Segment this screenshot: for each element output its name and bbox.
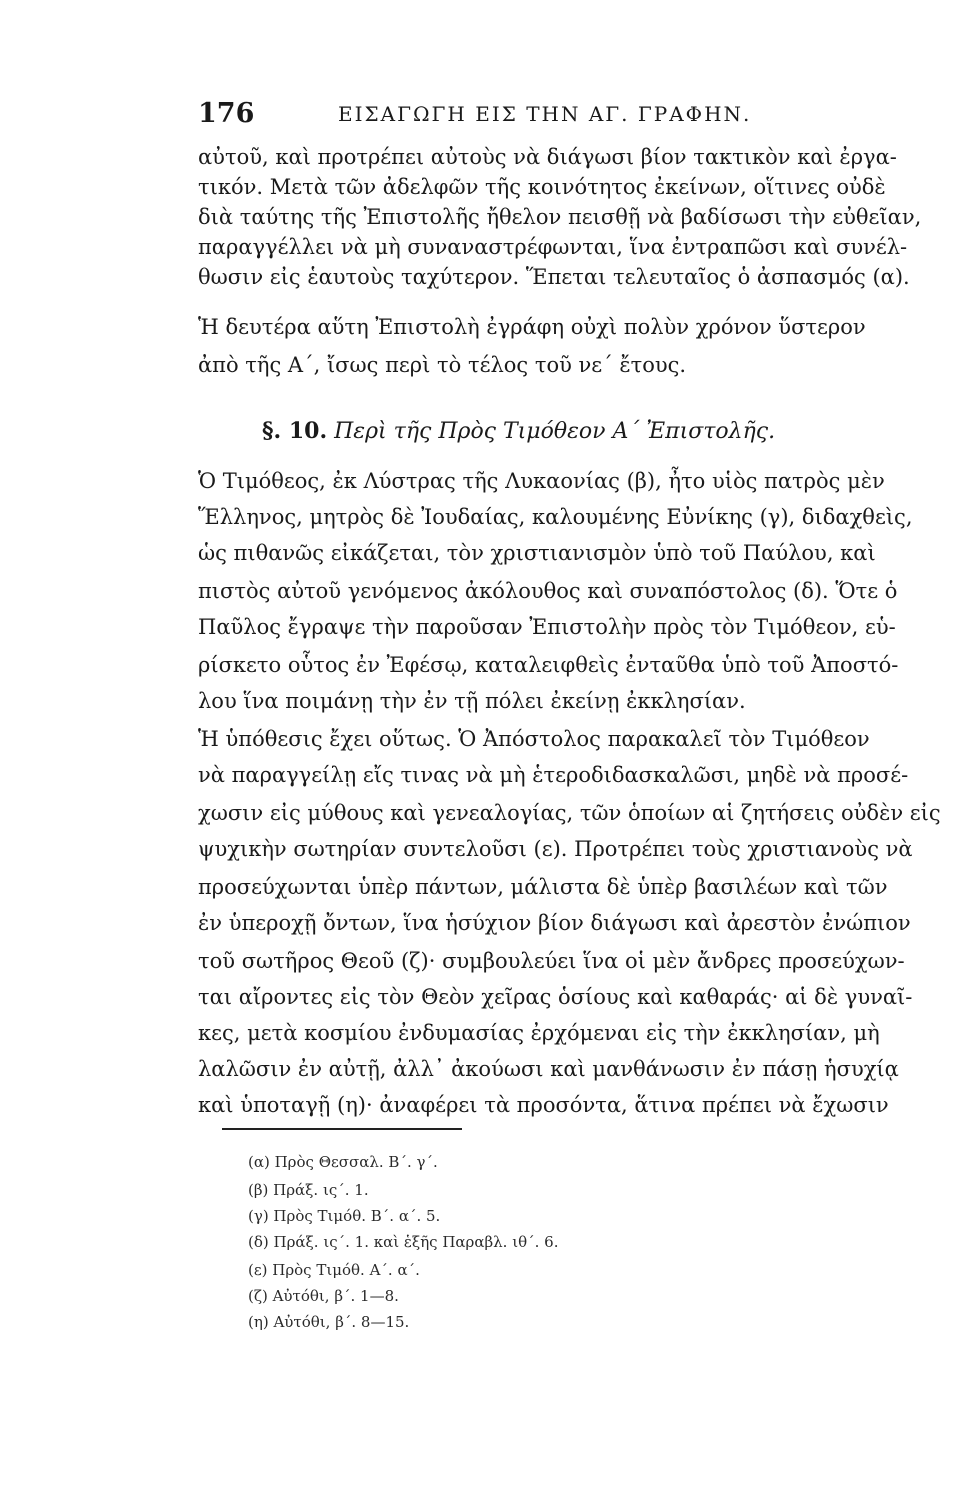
text-line: ἐν ὑπεροχῇ ὄντων, ἵνα ἡσύχιον βίον διάγωσι καὶ ἀρεστὸν ἐνώπιον: [198, 911, 911, 935]
footnote: (α) Πρὸς Θεσσαλ. Β΄. γ΄.: [248, 1153, 438, 1171]
footnote: (β) Πράξ. ις΄. 1.: [248, 1181, 369, 1199]
text-line: ται αἴροντες εἰς τὸν Θεὸν χεῖρας ὁσίους καὶ καθαράς· αἱ δὲ γυναῖ-: [198, 985, 913, 1009]
text-line: Ἕλληνος, μητρὸς δὲ Ἰουδαίας, καλουμένης Εὐνίκης (γ), διδαχθεὶς,: [198, 505, 913, 529]
text-line: Ἡ ὑπόθεσις ἔχει οὕτως. Ὁ Ἀπόστολος παρακαλεῖ τὸν Τιμόθεον: [198, 727, 870, 751]
section-number: §. 10.: [262, 418, 328, 444]
text-line: καὶ ὑποταγῇ (η)· ἀναφέρει τὰ προσόντα, ἅτινα πρέπει νὰ ἔχωσιν: [198, 1093, 889, 1117]
footnote: (ζ) Αὐτόθι, β΄. 1—8.: [248, 1287, 399, 1305]
text-line: λου ἵνα ποιμάνῃ τὴν ἐν τῇ πόλει ἐκείνῃ ἐκκλησίαν.: [198, 689, 746, 713]
text-line: τικόν. Μετὰ τῶν ἀδελφῶν τῆς κοινότητος ἐκείνων, οἵτινες οὐδὲ: [198, 175, 886, 199]
text-line: Ὁ Τιμόθεος, ἐκ Λύστρας τῆς Λυκαονίας (β), ἦτο υἱὸς πατρὸς μὲν: [198, 469, 885, 493]
footnote: (ε) Πρὸς Τιμόθ. Α΄. α΄.: [248, 1261, 420, 1279]
text-line: ρίσκετο οὗτος ἐν Ἐφέσῳ, καταλειφθεὶς ἐνταῦθα ὑπὸ τοῦ Ἀποστό-: [198, 653, 899, 677]
footnote-separator: [222, 1128, 462, 1130]
text-line: κες, μετὰ κοσμίου ἐνδυμασίας ἐρχόμεναι εἰς τὴν ἐκκλησίαν, μὴ: [198, 1021, 880, 1045]
running-head: ΕΙΣΑΓΩΓΗ ΕΙΣ ΤΗΝ ΑΓ. ΓΡΑΦΗΝ.: [338, 102, 752, 126]
text-line: Ἡ δευτέρα αὕτη Ἐπιστολὴ ἐγράφη οὐχὶ πολὺν χρόνον ὕστερον: [198, 315, 866, 339]
page-header: [198, 98, 888, 138]
text-line: πιστὸς αὐτοῦ γενόμενος ἀκόλουθος καὶ συναπόστολος (δ). Ὅτε ὁ: [198, 579, 898, 603]
text-line: Παῦλος ἔγραψε τὴν παροῦσαν Ἐπιστολὴν πρὸς τὸν Τιμόθεον, εὑ-: [198, 615, 896, 639]
footnote: (δ) Πράξ. ις΄. 1. καὶ ἑξῆς Παραβλ. ιθ΄. 6.: [248, 1233, 559, 1251]
text-line: νὰ παραγγείλῃ εἴς τινας νὰ μὴ ἑτεροδιδασκαλῶσι, μηδὲ νὰ προσέ-: [198, 763, 909, 787]
section-heading: [262, 418, 775, 444]
text-line: θωσιν εἰς ἑαυτοὺς ταχύτερον. Ἕπεται τελευταῖος ὁ ἀσπασμός (α).: [198, 265, 910, 289]
text-line: λαλῶσιν ἐν αὐτῇ, ἀλλ᾽ ἀκούωσι καὶ μανθάνωσιν ἐν πάσῃ ἡσυχίᾳ: [198, 1057, 899, 1081]
page-number: 176: [198, 98, 255, 129]
text-line: ἀπὸ τῆς Α΄, ἴσως περὶ τὸ τέλος τοῦ νε΄ ἔτους.: [198, 353, 687, 377]
text-line: τοῦ σωτῆρος Θεοῦ (ζ)· συμβουλεύει ἵνα οἱ μὲν ἄνδρες προσεύχων-: [198, 949, 905, 973]
text-line: προσεύχωνται ὑπὲρ πάντων, μάλιστα δὲ ὑπὲρ βασιλέων καὶ τῶν: [198, 875, 888, 899]
text-line: ψυχικὴν σωτηρίαν συντελοῦσι (ε). Προτρέπει τοὺς χριστιανοὺς νὰ: [198, 837, 913, 861]
text-line: αὐτοῦ, καὶ προτρέπει αὐτοὺς νὰ διάγωσι βίον τακτικὸν καὶ ἐργα-: [198, 145, 897, 169]
footnote: (η) Αὐτόθι, β΄. 8—15.: [248, 1313, 410, 1331]
text-line: ὡς πιθανῶς εἰκάζεται, τὸν χριστιανισμὸν ὑπὸ τοῦ Παύλου, καὶ: [198, 541, 876, 565]
section-title: Περὶ τῆς Πρὸς Τιμόθεον Α΄ Ἐπιστολῆς.: [334, 419, 776, 444]
footnote: (γ) Πρὸς Τιμόθ. Β΄. α΄. 5.: [248, 1207, 441, 1225]
text-line: χωσιν εἰς μύθους καὶ γενεαλογίας, τῶν ὁποίων αἱ ζητήσεις οὐδὲν εἰς: [198, 801, 941, 825]
text-line: διὰ ταύτης τῆς Ἐπιστολῆς ἤθελον πεισθῇ νὰ βαδίσωσι τὴν εὐθεῖαν,: [198, 205, 922, 229]
text-line: παραγγέλλει νὰ μὴ συναναστρέφωνται, ἵνα ἐντραπῶσι καὶ συνέλ-: [198, 235, 908, 259]
